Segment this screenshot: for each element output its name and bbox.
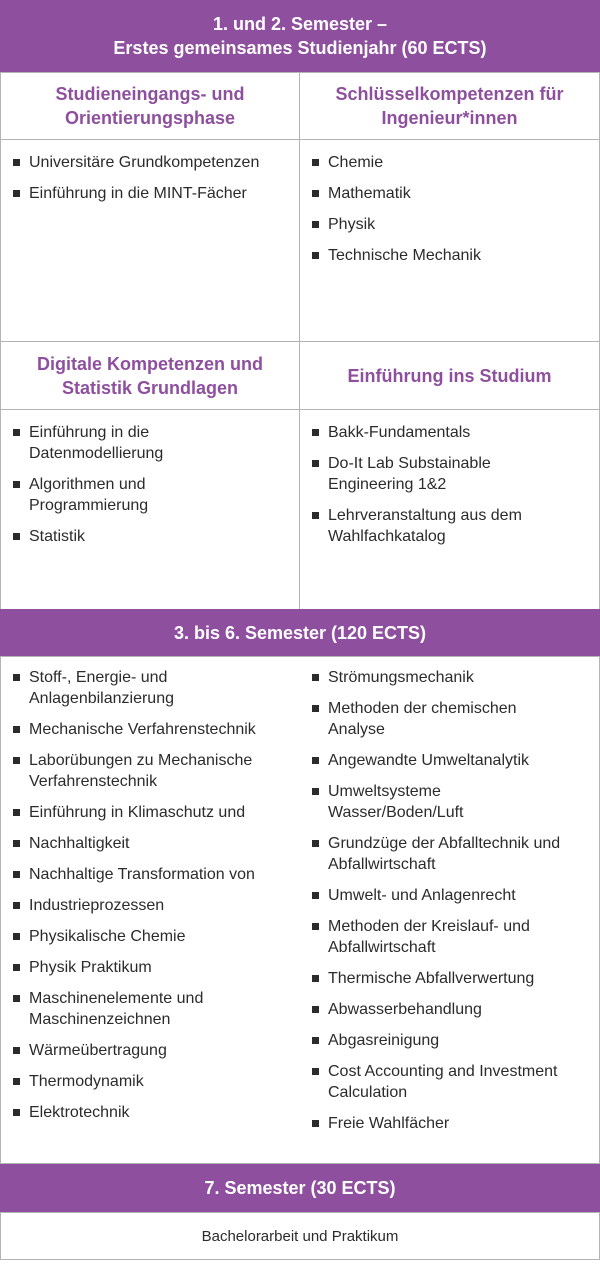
list-item xyxy=(312,1113,596,1134)
list-item-text-line2: Engineering 1&2 xyxy=(328,476,447,493)
list-item xyxy=(13,750,297,792)
block-b-right-title-line1: Einführung ins Studium xyxy=(347,365,552,386)
list-item xyxy=(13,1040,297,1061)
list-item xyxy=(312,505,591,547)
list-item-text-line1: Stoff-, Energie- und xyxy=(29,669,168,686)
block-b-left-list xyxy=(13,422,291,547)
list-item-text-line1: Lehrveranstaltung aus dem xyxy=(328,507,522,524)
list-item-text-line1: Laborübungen zu Mechanische xyxy=(29,752,253,769)
list-item-text-line1: Thermodynamik xyxy=(29,1073,144,1090)
list-item xyxy=(13,895,297,916)
bullet-square-icon xyxy=(13,1047,20,1054)
bullet-square-icon xyxy=(312,923,319,930)
list-item xyxy=(312,1061,596,1103)
semester-3-6-right-list xyxy=(312,667,596,1134)
bullet-square-icon xyxy=(13,159,20,166)
list-item-text-line1: Methoden der Kreislauf- und xyxy=(328,918,530,935)
bullet-square-icon xyxy=(312,1120,319,1127)
semester-1-2-banner xyxy=(0,0,600,72)
bullet-square-icon xyxy=(13,726,20,733)
list-item-text: Universitäre Grundkompetenzen xyxy=(29,154,260,171)
semester-3-6-right-column xyxy=(312,667,596,1144)
bullet-square-icon xyxy=(312,1006,319,1013)
bullet-square-icon xyxy=(312,1068,319,1075)
list-item-text: Einführung in die MINT-Fächer xyxy=(29,185,247,202)
list-item-text-line2: Anlagenbilanzierung xyxy=(29,690,174,707)
list-item xyxy=(13,422,291,464)
bullet-square-icon xyxy=(13,533,20,540)
list-item-text: Chemie xyxy=(328,154,384,171)
bullet-square-icon xyxy=(13,871,20,878)
list-item xyxy=(312,916,596,958)
list-item xyxy=(312,245,591,266)
bullet-square-icon xyxy=(13,757,20,764)
bullet-square-icon xyxy=(13,190,20,197)
list-item xyxy=(13,526,291,547)
block-a-left-body xyxy=(0,139,300,342)
block-b-right-header xyxy=(299,341,600,410)
block-a-left-title-line1: Studieneingangs- und xyxy=(55,84,245,104)
bullet-square-icon xyxy=(312,674,319,681)
list-item xyxy=(13,719,297,740)
list-item xyxy=(13,926,297,947)
list-item xyxy=(312,422,591,443)
bullet-square-icon xyxy=(13,481,20,488)
semester-7-title: 7. Semester (30 ECTS) xyxy=(204,1178,396,1198)
list-item xyxy=(312,999,596,1020)
list-item xyxy=(312,968,596,989)
semester-1-2-title-line1: 1. und 2. Semester – xyxy=(212,14,388,34)
list-item-text-line1: Thermische Abfallverwertung xyxy=(328,970,535,987)
block-a-left-header xyxy=(0,72,300,140)
block-a-right-body xyxy=(299,139,600,342)
list-item-text-line1: Einführung in die xyxy=(29,424,150,441)
bullet-square-icon xyxy=(312,429,319,436)
block-b-right-list xyxy=(312,422,591,547)
list-item-text-line1: Nachhaltigkeit xyxy=(29,835,130,852)
block-a-right-title-line2: Ingenieur*innen xyxy=(381,108,518,128)
bullet-square-icon xyxy=(312,190,319,197)
list-item-text-line1: Cost Accounting and Investment xyxy=(328,1063,558,1080)
list-item xyxy=(13,1071,297,1092)
block-a-right-list xyxy=(312,152,591,266)
list-item-text-line1: Bakk-Fundamentals xyxy=(328,424,471,441)
list-item xyxy=(312,667,596,688)
semester-1-2-title-line2: Erstes gemeinsames Studienjahr (60 ECTS) xyxy=(113,38,487,58)
list-item-text-line1: Abwasserbehandlung xyxy=(328,1001,482,1018)
list-item-text-line1: Umwelt- und Anlagenrecht xyxy=(328,887,516,904)
list-item-text-line2: Programmierung xyxy=(29,497,149,514)
semester-3-6-left-list xyxy=(13,667,297,1123)
list-item xyxy=(312,698,596,740)
list-item xyxy=(312,453,591,495)
semester-3-6-banner xyxy=(0,609,600,657)
list-item xyxy=(13,183,291,204)
semester-3-6-body xyxy=(0,656,600,1164)
list-item xyxy=(13,833,297,854)
list-item-text-line1: Methoden der chemischen xyxy=(328,700,517,717)
block-b-left-title-line1: Digitale Kompetenzen und xyxy=(36,353,263,374)
list-item xyxy=(13,988,297,1030)
bullet-square-icon xyxy=(312,1037,319,1044)
bullet-square-icon xyxy=(312,252,319,259)
list-item xyxy=(312,750,596,771)
list-item-text-line1: Freie Wahlfächer xyxy=(328,1115,450,1132)
bullet-square-icon xyxy=(13,964,20,971)
block-a-right-header xyxy=(299,72,600,140)
bullet-square-icon xyxy=(312,705,319,712)
semester-7-body xyxy=(0,1212,600,1260)
list-item-text-line1: Grundzüge der Abfalltechnik und xyxy=(328,835,561,852)
list-item-text-line2: Datenmodellierung xyxy=(29,445,164,462)
list-item-text: Physik xyxy=(328,216,376,233)
list-item xyxy=(13,667,297,709)
list-item xyxy=(13,864,297,885)
bullet-square-icon xyxy=(312,757,319,764)
list-item-text-line2: Wahlfachkatalog xyxy=(328,528,446,545)
list-item-text-line1: Umweltsysteme xyxy=(328,783,441,800)
bullet-square-icon xyxy=(13,1109,20,1116)
block-b-right-body xyxy=(299,409,600,610)
bullet-square-icon xyxy=(13,674,20,681)
semester-7-content: Bachelorarbeit und Praktikum xyxy=(201,1227,399,1245)
bullet-square-icon xyxy=(13,840,20,847)
list-item-text: Mathematik xyxy=(328,185,411,202)
list-item xyxy=(13,474,291,516)
list-item-text-line1: Elektrotechnik xyxy=(29,1104,130,1121)
list-item-text-line2: Calculation xyxy=(328,1084,408,1101)
bullet-square-icon xyxy=(13,933,20,940)
bullet-square-icon xyxy=(312,460,319,467)
list-item-text: Technische Mechanik xyxy=(328,247,481,264)
list-item-text-line1: Mechanische Verfahrenstechnik xyxy=(29,721,256,738)
bullet-square-icon xyxy=(312,221,319,228)
semester-3-6-title: 3. bis 6. Semester (120 ECTS) xyxy=(173,623,427,643)
list-item-text-line2: Abfallwirtschaft xyxy=(328,856,436,873)
list-item xyxy=(312,1030,596,1051)
bullet-square-icon xyxy=(312,788,319,795)
semester-3-6-left-column xyxy=(13,667,297,1133)
list-item-text-line1: Physikalische Chemie xyxy=(29,928,186,945)
bullet-square-icon xyxy=(312,159,319,166)
list-item-text-line1: Wärmeübertragung xyxy=(29,1042,167,1059)
list-item xyxy=(312,214,591,235)
list-item xyxy=(13,802,297,823)
bullet-square-icon xyxy=(312,975,319,982)
list-item xyxy=(312,885,596,906)
list-item-text-line2: Abfallwirtschaft xyxy=(328,939,436,956)
bullet-square-icon xyxy=(13,429,20,436)
bullet-square-icon xyxy=(312,512,319,519)
list-item-text-line2: Analyse xyxy=(328,721,385,738)
list-item xyxy=(13,152,291,173)
list-item xyxy=(312,183,591,204)
bullet-square-icon xyxy=(13,902,20,909)
list-item xyxy=(13,1102,297,1123)
bullet-square-icon xyxy=(13,1078,20,1085)
block-a-right-title-line1: Schlüsselkompetenzen für xyxy=(335,84,564,104)
block-a-left-title-line2: Orientierungsphase xyxy=(64,108,236,128)
semester-7-banner xyxy=(0,1164,600,1212)
bullet-square-icon xyxy=(312,892,319,899)
list-item-text-line1: Do-It Lab Substainable xyxy=(328,455,491,472)
bullet-square-icon xyxy=(13,809,20,816)
list-item xyxy=(13,957,297,978)
block-a-left-list xyxy=(13,152,291,204)
list-item-text-line2: Maschinenzeichnen xyxy=(29,1011,171,1028)
block-b-left-body xyxy=(0,409,300,610)
list-item xyxy=(312,781,596,823)
bullet-square-icon xyxy=(312,840,319,847)
list-item-text-line1: Angewandte Umweltanalytik xyxy=(328,752,529,769)
bullet-square-icon xyxy=(13,995,20,1002)
list-item-text-line1: Industrieprozessen xyxy=(29,897,165,914)
list-item-text-line2: Verfahrenstechnik xyxy=(29,773,158,790)
list-item-text-line1: Einführung in Klimaschutz und xyxy=(29,804,246,821)
list-item-text-line1: Abgasreinigung xyxy=(328,1032,440,1049)
list-item-text-line1: Statistik xyxy=(29,528,86,545)
list-item-text-line1: Algorithmen und xyxy=(29,476,146,493)
list-item xyxy=(312,152,591,173)
block-b-left-title-line2: Statistik Grundlagen xyxy=(61,377,239,398)
list-item xyxy=(312,833,596,875)
list-item-text-line1: Strömungsmechanik xyxy=(328,669,474,686)
list-item-text-line1: Maschinenelemente und xyxy=(29,990,204,1007)
list-item-text-line2: Wasser/Boden/Luft xyxy=(328,804,464,821)
list-item-text-line1: Physik Praktikum xyxy=(29,959,152,976)
list-item-text-line1: Nachhaltige Transformation von xyxy=(29,866,255,883)
block-b-left-header xyxy=(0,341,300,410)
